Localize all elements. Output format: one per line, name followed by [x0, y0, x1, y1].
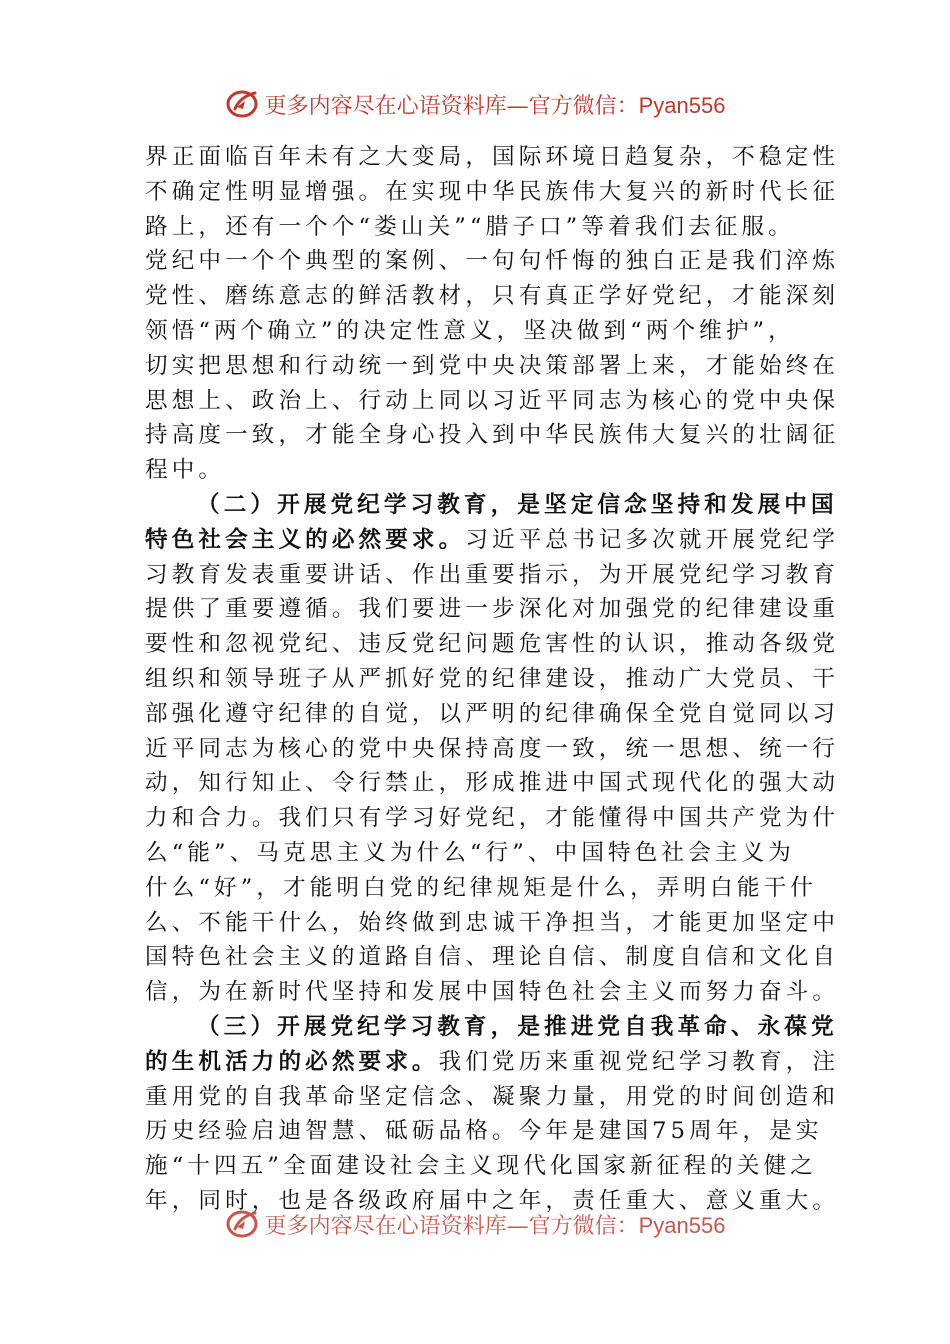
text-line: 近平同志为核心的党中央保持高度一致，统一思想、统一行	[145, 735, 840, 762]
text-segment: 习近平总书记多次就开展党纪学	[465, 526, 840, 553]
text-line: 领悟“两个确立”的决定性意义，坚决做到“两个维护”，	[145, 317, 795, 344]
text-line: 思想上、政治上、行动上同以习近平同志为核心的党中央保	[145, 387, 840, 414]
text-line: 部强化遵守纪律的自觉，以严明的纪律确保全党自觉同以习	[145, 700, 840, 727]
text-line: 国特色社会主义的道路自信、理论自信、制度自信和文化自	[145, 944, 840, 971]
text-line: 么“能”、马克思主义为什么“行”、中国特色社会主义为	[145, 839, 795, 866]
text-line: 历史经验启迪智慧、砥砺品格。今年是建国75周年，是实	[145, 1118, 823, 1145]
text-line: 程中。	[145, 457, 226, 484]
section-heading-2b: 特色社会主义的必然要求。	[145, 526, 466, 553]
body-text	[145, 140, 840, 1219]
section-heading-3a: （三）开展党纪学习教育，是推进党自我革命、永葆党	[197, 1013, 838, 1040]
text-line: 习教育发表重要讲话、作出重要指示，为开展党纪学习教育	[145, 561, 840, 588]
text-line: 什么“好”，才能明白党的纪律规矩是什么，弄明白能干什	[145, 874, 817, 901]
text-line: 要性和忽视党纪、违反党纪问题危害性的认识，推动各级党	[145, 631, 840, 658]
watermark-site-text: 更多内容尽在心语资料库—官方微信：	[264, 94, 639, 119]
paragraph-2	[145, 488, 840, 1010]
text-line: 动，知行知止、令行禁止，形成推进中国式现代化的强大动	[145, 770, 840, 797]
text-line: 不确定性明显增强。在实现中华民族伟大复兴的新时代长征	[145, 178, 840, 205]
section-heading-line	[145, 488, 838, 523]
text-line: 信，为在新时代坚持和发展中国特色社会主义而努力奋斗。	[145, 979, 840, 1006]
watermark-wechat-id: Pyan556	[638, 1213, 726, 1238]
text-line: 重用党的自我革命坚定信念、凝聚力量，用党的时间创造和	[145, 1083, 840, 1110]
section-heading-line	[145, 1010, 838, 1045]
text-line: 力和合力。我们只有学习好党纪，才能懂得中国共产党为什	[145, 805, 840, 832]
watermark-wechat-id: Pyan556	[638, 93, 726, 118]
text-line: 持高度一致，才能全身心投入到中华民族伟大复兴的壮阔征	[145, 422, 840, 449]
brush-circle-logo-icon	[225, 89, 261, 119]
paragraph-1	[145, 140, 840, 488]
text-line	[145, 523, 840, 558]
watermark-footer	[0, 1209, 950, 1241]
text-line: 施“十四五”全面建设社会主义现代化国家新征程的关健之	[145, 1153, 817, 1180]
text-line: 年，同时，也是各级政府届中之年，责任重大、意义重大。	[145, 1187, 840, 1214]
text-segment: 我们党历来重视党纪学习教育，注	[438, 1048, 840, 1075]
text-line: 组织和领导班子从严抓好党的纪律建设，推动广大党员、干	[145, 665, 840, 692]
text-line: 界正面临百年未有之大变局，国际环境日趋复杂，不稳定性	[145, 144, 840, 170]
paragraph-3	[145, 1010, 840, 1219]
brush-circle-logo-icon	[225, 1209, 261, 1239]
watermark-header	[0, 89, 950, 121]
text-line: 党纪中一个个典型的案例、一句句忏悔的独白正是我们淬炼	[145, 248, 840, 275]
section-heading-2a: （二）开展党纪学习教育，是坚定信念坚持和发展中国	[197, 491, 838, 518]
text-line: 切实把思想和行动统一到党中央决策部署上来，才能始终在	[145, 352, 840, 379]
text-line	[145, 1045, 840, 1080]
text-line: 么、不能干什么，始终做到忠诚干净担当，才能更加坚定中	[145, 909, 840, 936]
text-line: 提供了重要遵循。我们要进一步深化对加强党的纪律建设重	[145, 596, 840, 623]
text-line: 路上，还有一个个“娄山关”“腊子口”等着我们去征服。	[145, 213, 795, 240]
watermark-site-text: 更多内容尽在心语资料库—官方微信：	[264, 1214, 639, 1239]
section-heading-3b: 的生机活力的必然要求。	[145, 1048, 439, 1075]
text-line: 党性、磨练意志的鲜活教材，只有真正学好党纪，才能深刻	[145, 283, 840, 310]
